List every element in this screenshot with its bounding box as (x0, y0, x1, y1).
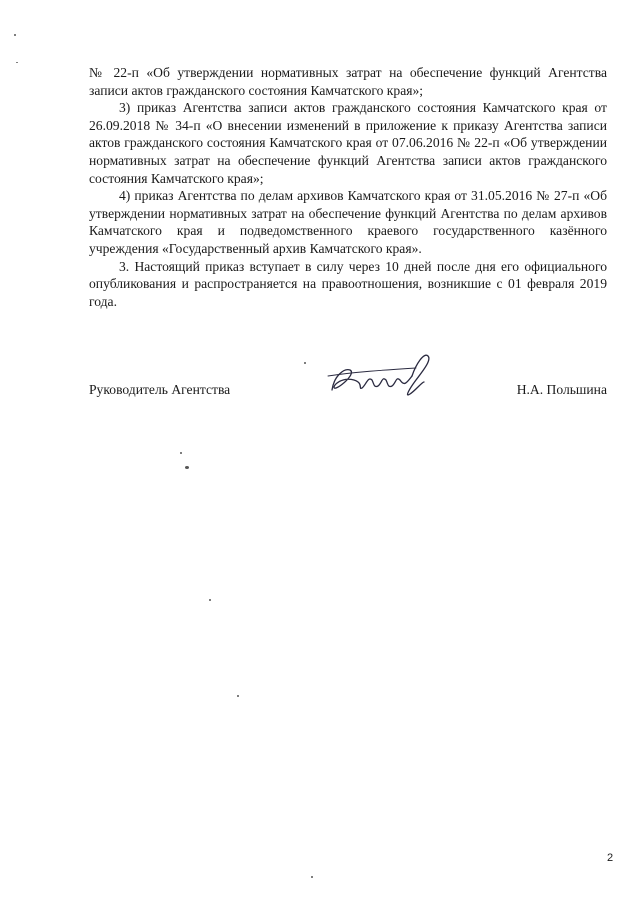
scan-speck (16, 62, 18, 63)
handwritten-signature (324, 346, 434, 406)
scan-speck (304, 362, 306, 364)
paragraph-item-3: 3) приказ Агентства записи актов гражданского состояния Камчатского края от 26.09.2018 № 34-п «О внесении изменений в приложение к приказу Агентства записи актов гражданского состояния Камчатского края от 07.06.2016 № 22-п «Об утверждении нормативных затрат на обеспечение функций Агентства записи актов гражданского состояния Камчатского края»; (89, 100, 607, 186)
paragraph-clause-3: 3. Настоящий приказ вступает в силу через 10 дней после дня его официального опубликования и распространяется на правоотношения, возникшие с 01 февраля 2019 года. (89, 258, 607, 309)
scan-speck (180, 452, 182, 454)
signatory-title: Руководитель Агентства (89, 382, 231, 397)
scan-speck (14, 34, 16, 36)
scan-speck (311, 876, 313, 878)
paragraph-item-4: 4) приказ Агентства по делам архивов Камчатского края от 31.05.2016 № 27-п «Об утверждении нормативных затрат на обеспечение функций Агентства по делам архивов Камчатского края и подведомственного краевого государственного казённого учреждения «Государственный архив Камчатского края». (89, 188, 607, 256)
document-body (89, 64, 607, 310)
scan-speck (185, 466, 189, 469)
paragraph-continuation: № 22-п «Об утверждении нормативных затрат на обеспечение функций Агентства записи актов гражданского состояния Камчатского края»; (89, 65, 607, 98)
signature-block (89, 372, 607, 412)
scan-speck (209, 599, 211, 601)
scan-speck (237, 695, 239, 697)
signatory-name: Н.А. Польшина (516, 382, 607, 397)
page-number: 2 (607, 852, 614, 864)
